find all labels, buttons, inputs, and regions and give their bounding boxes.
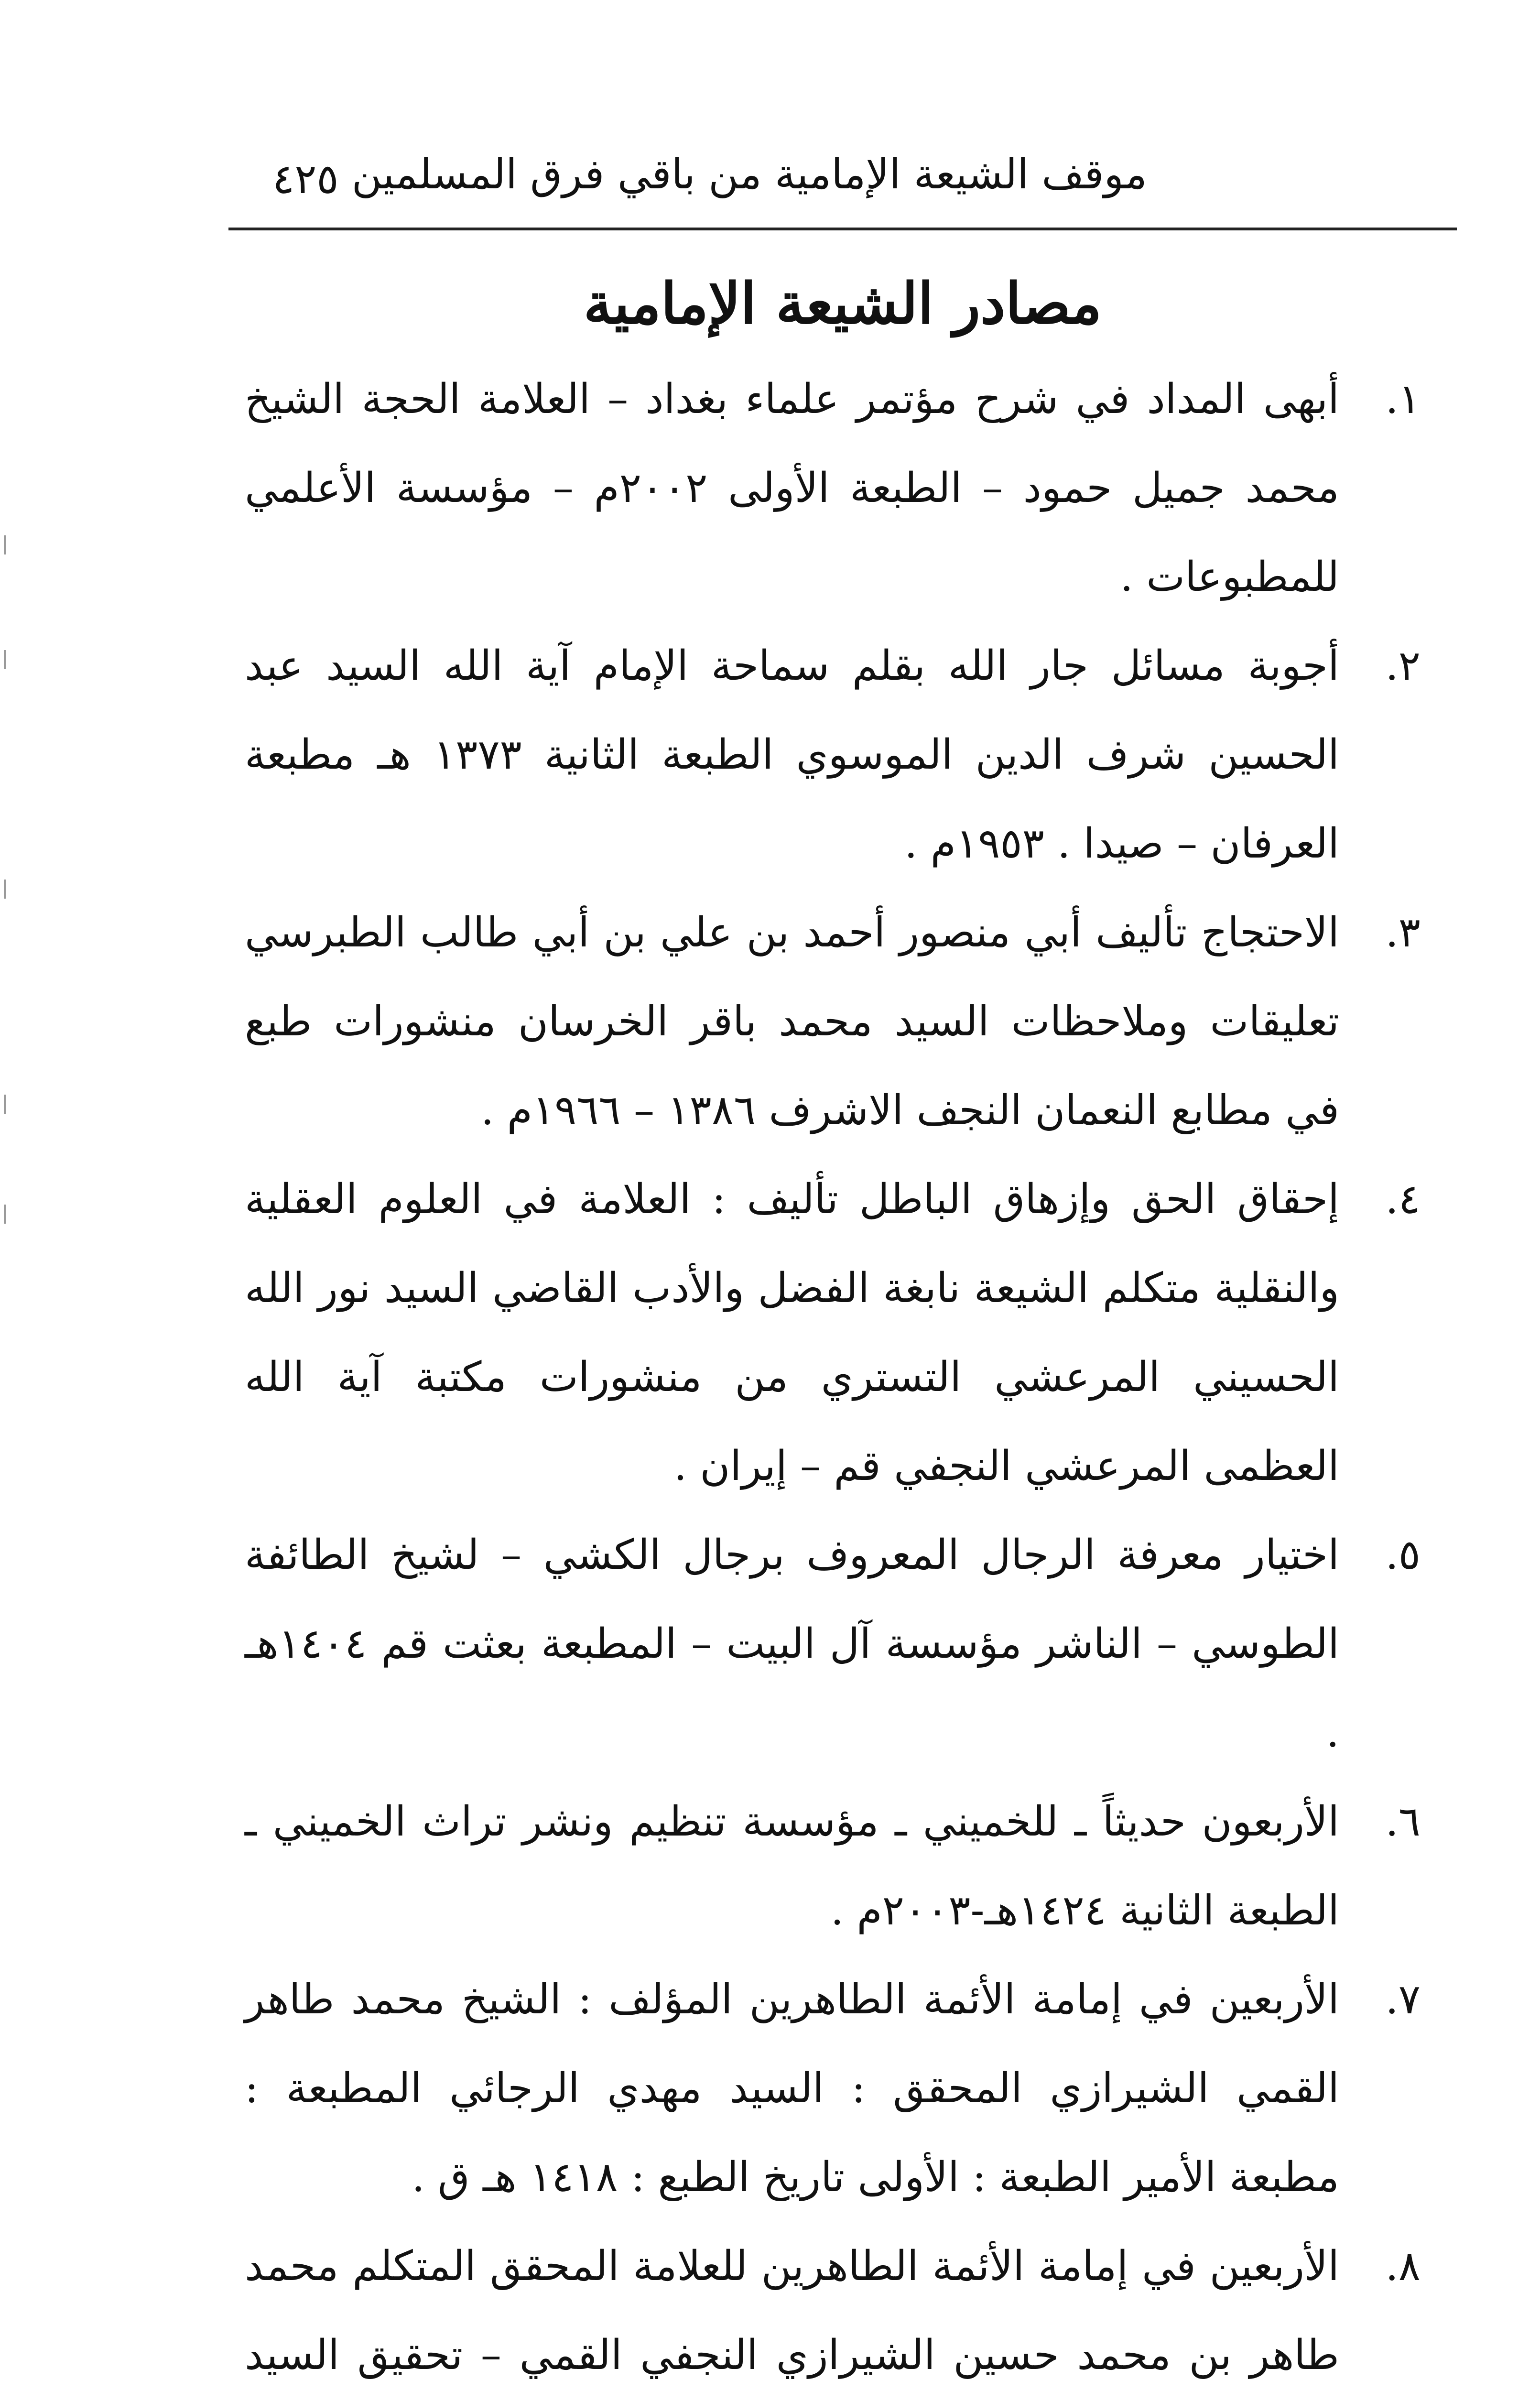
reference-item-1: [245, 355, 1421, 621]
reference-number: ١.: [1385, 375, 1421, 423]
reference-text: الاحتجاج تأليف أبي منصور أحمد بن علي بن أبي طالب الطبرسي تعليقات وملاحظات السيد محمد باقر الخرسان منشورات طبع في مطابع النعمان النجف الاشرف ١٣٨٦ – ١٩٦٦م .: [245, 909, 1339, 1134]
reference-item-5: [245, 1510, 1421, 1777]
reference-number: ٥.: [1385, 1531, 1421, 1579]
scan-margin-mark: [4, 535, 6, 554]
running-title: موقف الشيعة الإمامية من باقي فرق المسلمين: [351, 151, 1147, 198]
reference-item-6: [245, 1777, 1421, 1955]
reference-number: ٨.: [1385, 2242, 1421, 2290]
reference-number: ٧.: [1385, 1976, 1421, 2023]
reference-text: الأربعين في إمامة الأئمة الطاهرين المؤلف : الشيخ محمد طاهر القمي الشيرازي المحقق : السيد مهدي الرجائي المطبعة : مطبعة الأمير الطبعة : الأولى تاريخ الطبع : ١٤١٨ هـ ق .: [245, 1976, 1339, 2201]
reference-text: الأربعون حديثاً ـ للخميني ـ مؤسسة تنظيم ونشر تراث الخميني ـ الطبعة الثانية ١٤٢٤هـ-٢٠٠٣م .: [245, 1798, 1339, 1934]
reference-number: ٢.: [1385, 642, 1421, 690]
reference-item-7: [245, 1955, 1421, 2222]
scan-margin-mark: [4, 1205, 6, 1224]
reference-item-2: [245, 621, 1421, 888]
reference-text: اختيار معرفة الرجال المعروف برجال الكشي – لشيخ الطائفة الطوسي – الناشر مؤسسة آل البيت – المطبعة بعثت قم ١٤٠٤هـ .: [245, 1531, 1339, 1757]
reference-item-4: [245, 1155, 1421, 1510]
scan-margin-mark: [4, 650, 6, 669]
scan-margin-mark: [4, 1095, 6, 1114]
reference-text: أجوبة مسائل جار الله بقلم سماحة الإمام آية الله السيد عبد الحسين شرف الدين الموسوي الطبعة الثانية ١٣٧٣ هـ مطبعة العرفان – صيدا . ١٩٥٣م .: [245, 642, 1340, 868]
page-number: ٤٢٥: [272, 155, 339, 203]
section-title: مصادر الشيعة الإمامية: [583, 270, 1102, 337]
reference-number: ٣.: [1385, 909, 1421, 956]
running-header: [225, 139, 1453, 206]
reference-text: أبهى المداد في شرح مؤتمر علماء بغداد – العلامة الحجة الشيخ محمد جميل حمود – الطبعة الأولى ٢٠٠٢م – مؤسسة الأعلمي للمطبوعات .: [245, 375, 1340, 601]
reference-number: ٦.: [1385, 1798, 1421, 1846]
reference-item-8: [245, 2222, 1421, 2390]
reference-list: [245, 355, 1421, 2390]
reference-item-3: [245, 888, 1421, 1155]
scan-margin-mark: [4, 880, 6, 899]
reference-text: إحقاق الحق وإزهاق الباطل تأليف : العلامة في العلوم العقلية والنقلية متكلم الشيعة نابغة الفضل والأدب القاضي السيد نور الله الحسيني المرعشي التستري من منشورات مكتبة آية الله العظمى المرعشي النجفي قم – إيران .: [245, 1175, 1339, 1490]
reference-number: ٤.: [1385, 1175, 1421, 1223]
header-divider: [228, 228, 1457, 230]
reference-text: الأربعين في إمامة الأئمة الطاهرين للعلامة المحقق المتكلم محمد طاهر بن محمد حسين الشيرازي النجفي القمي – تحقيق السيد: [245, 2242, 1339, 2379]
